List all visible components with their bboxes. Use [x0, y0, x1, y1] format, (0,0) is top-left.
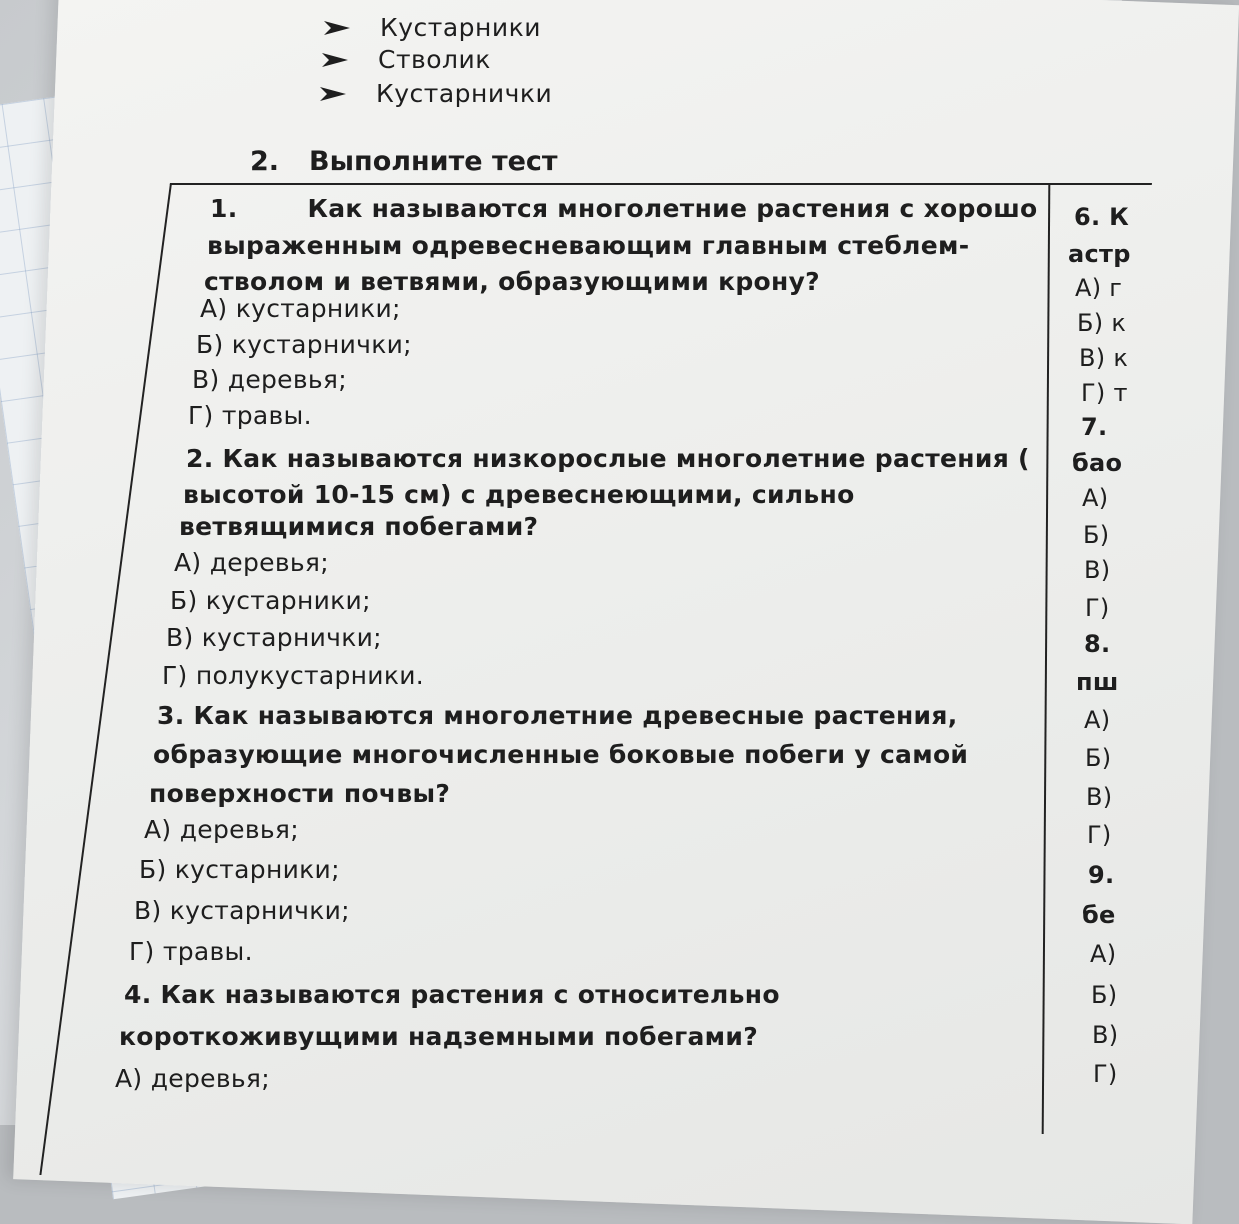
- right-col-text: А): [1084, 706, 1111, 734]
- right-col-text: Б) к: [1077, 309, 1127, 337]
- option-d: Г) травы.: [188, 401, 312, 430]
- section-number: 2.: [250, 146, 280, 177]
- right-col-text: Б): [1083, 521, 1110, 549]
- question-3-line-1: 3. Как называются многолетние древесные растения,: [157, 701, 958, 730]
- option-a: А) кустарники;: [200, 294, 401, 323]
- right-col-text: Г) т: [1081, 379, 1128, 407]
- question-4-line-2: короткоживущими надземными побегами?: [119, 1022, 758, 1051]
- question-2-line-2: высотой 10-15 см) с древеснеющими, сильно: [183, 480, 855, 509]
- option-c: В) кустарнички;: [134, 896, 350, 925]
- right-col-text: 8.: [1084, 630, 1111, 658]
- option-a: А) деревья;: [115, 1064, 270, 1093]
- option-b: Б) кустарники;: [139, 855, 340, 884]
- option-d: Г) полукустарники.: [162, 661, 425, 690]
- right-col-text: В): [1092, 1021, 1119, 1049]
- option-b: Б) кустарнички;: [196, 330, 412, 359]
- right-col-text: Г): [1085, 594, 1110, 622]
- bullet-item: [322, 13, 541, 44]
- option-b: Б) кустарники;: [170, 586, 371, 615]
- question-1-line-2: выраженным одревесневающим главным стеблем-: [207, 231, 970, 260]
- question-3-line-2: образующие многочисленные боковые побеги у самой: [153, 740, 969, 769]
- option-a: А) деревья;: [144, 815, 299, 844]
- arrow-bullet-icon: [320, 47, 354, 76]
- right-col-text: 7.: [1081, 413, 1108, 441]
- bullet-item: [320, 45, 491, 76]
- question-4-line-1: 4. Как называются растения с относительно: [124, 980, 780, 1009]
- question-1-line-3: стволом и ветвями, образующими крону?: [204, 267, 820, 296]
- right-col-text: бе: [1082, 901, 1116, 929]
- option-c: В) деревья;: [192, 365, 347, 394]
- right-col-text: А): [1090, 940, 1117, 968]
- section-title: Выполните тест: [309, 146, 558, 177]
- right-col-text: 6. К: [1074, 203, 1129, 231]
- bullet-text: Кустарники: [380, 13, 541, 42]
- right-col-text: В) к: [1079, 344, 1129, 372]
- option-d: Г) травы.: [129, 937, 253, 966]
- right-col-text: Б): [1085, 744, 1112, 772]
- right-col-text: бао: [1072, 449, 1123, 477]
- bullet-text: Стволик: [378, 45, 491, 74]
- question-1-line-1: 1. Как называются многолетние растения с хорошо: [210, 194, 1038, 223]
- question-2-line-3: ветвящимися побегами?: [179, 512, 539, 541]
- option-a: А) деревья;: [174, 548, 329, 577]
- right-col-text: астр: [1068, 240, 1131, 268]
- arrow-bullet-icon: [318, 81, 352, 110]
- right-col-text: Г): [1093, 1060, 1118, 1088]
- arrow-bullet-icon: [322, 15, 356, 44]
- section-heading: [250, 146, 558, 177]
- right-col-text: Б): [1091, 981, 1118, 1009]
- option-c: В) кустарнички;: [166, 623, 382, 652]
- question-2-line-1: 2. Как называются низкорослые многолетние растения (: [186, 444, 1030, 473]
- bullet-item: [318, 79, 552, 110]
- right-col-text: Г): [1087, 821, 1112, 849]
- bullet-text: Кустарнички: [376, 79, 553, 108]
- right-col-text: А) г: [1075, 274, 1123, 302]
- right-col-text: А): [1082, 484, 1109, 512]
- right-col-text: 9.: [1088, 861, 1115, 889]
- right-col-text: пш: [1076, 668, 1119, 696]
- right-col-text: В): [1086, 783, 1113, 811]
- right-col-text: В): [1084, 556, 1111, 584]
- question-3-line-3: поверхности почвы?: [149, 779, 451, 808]
